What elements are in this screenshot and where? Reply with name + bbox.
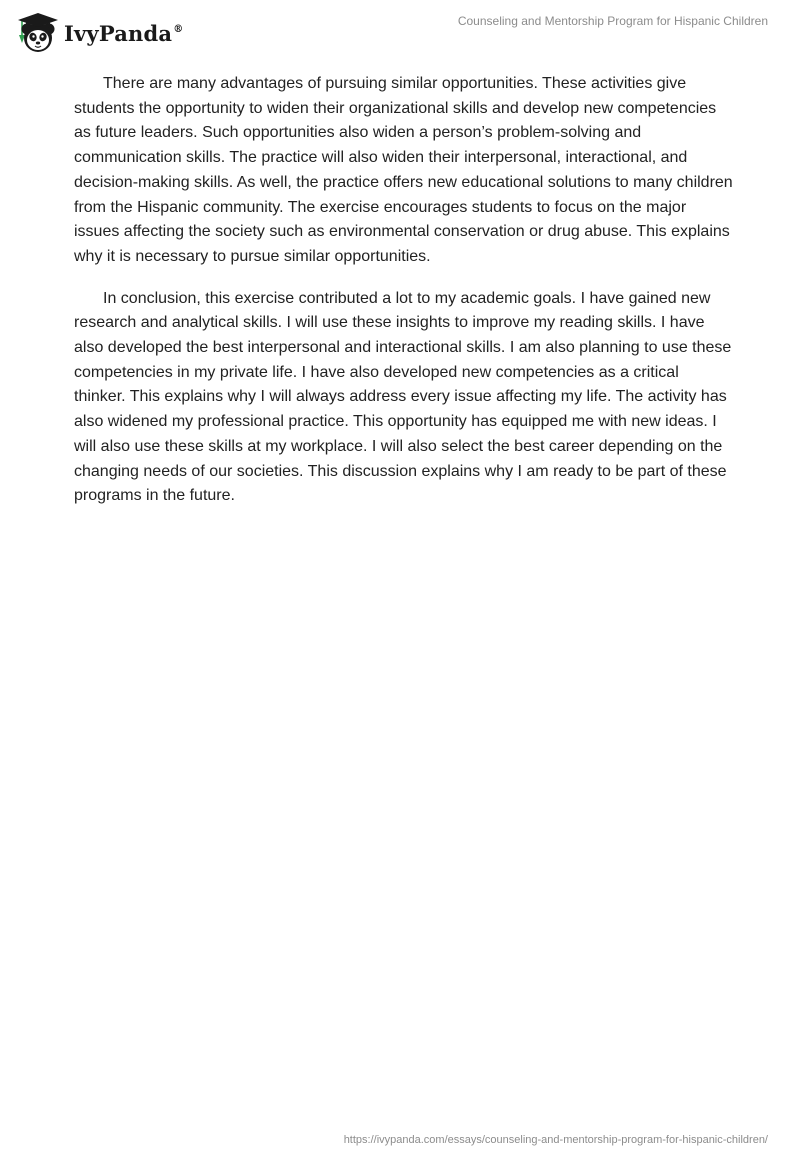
source-url[interactable]: https://ivypanda.com/essays/counseling-and-mentorship-program-for-hispanic-children/ xyxy=(343,1134,768,1146)
brand-logo[interactable] xyxy=(14,9,183,55)
document-title: Counseling and Mentorship Program for Hispanic Children xyxy=(457,14,768,28)
essay-body xyxy=(74,72,734,526)
brand-name-text: IvyPanda xyxy=(64,20,173,46)
page-header xyxy=(0,0,800,60)
brand-name xyxy=(64,21,183,46)
registered-mark: ® xyxy=(173,23,184,35)
paragraph-conclusion: In conclusion, this exercise contributed a lot to my academic goals. I have gained new research and analytical skills. I will use these insights to improve my reading skills. I have also developed the best interpersonal and interactional skills. I am also planning to use these competencies in my private life. I have also developed new competencies as a critical thinker. This explains why I will always address every issue affecting my life. The activity has also widened my professional practice. This opportunity has equipped me with new ideas. I will also use these skills at my workplace. I will also select the best career depending on the changing needs of our societies. This discussion explains why I am ready to be part of these programs in the future. xyxy=(74,289,732,505)
paragraph-advantages: There are many advantages of pursuing similar opportunities. These activities give students the opportunity to widen their organizational skills and develop new competencies as future leaders. Such opportunities also widen a person’s problem-solving and communication skills. The practice will also widen their interpersonal, interactional, and decision-making skills. As well, the practice offers new educational solutions to many children from the Hispanic community. The exercise encourages students to focus on the major issues affecting the society such as environmental conservation or drug abuse. This explains why it is necessary to pursue similar opportunities. xyxy=(74,75,733,265)
panda-graduate-icon xyxy=(14,9,60,55)
